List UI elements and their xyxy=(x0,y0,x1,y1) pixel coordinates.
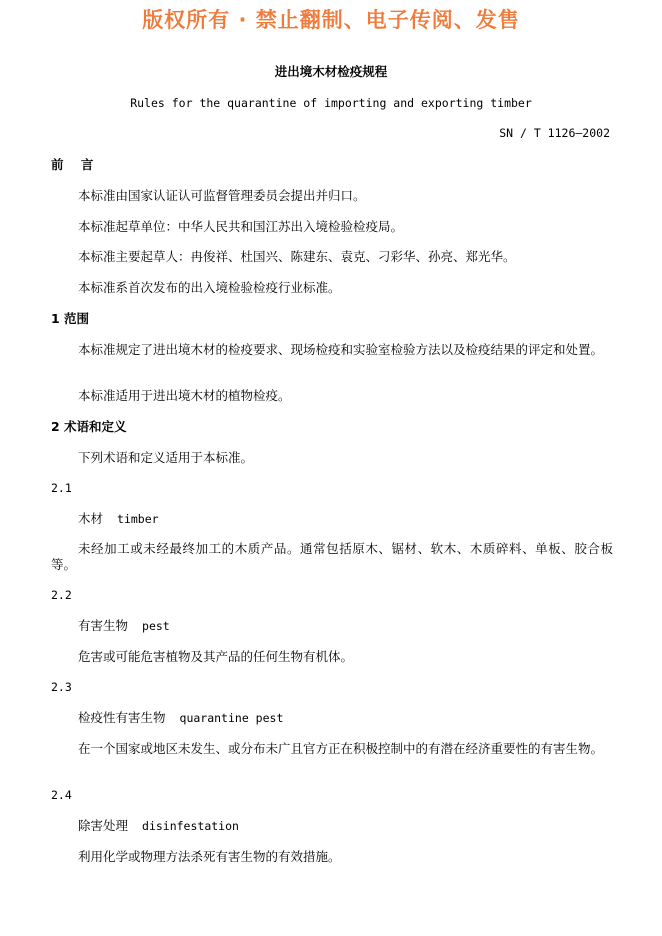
section-heading-scope: 1 范围 xyxy=(51,311,90,326)
term-zh: 木材 xyxy=(78,511,104,526)
term-title xyxy=(78,818,239,834)
term-en: disinfestation xyxy=(142,819,239,833)
term-number: 2.4 xyxy=(51,788,72,802)
standard-number: SN / T 1126—2002 xyxy=(499,126,610,140)
term-zh: 除害处理 xyxy=(78,818,129,833)
document-title: 进出境木材检疫规程 xyxy=(274,64,388,79)
term-definition: 未经加工或未经最终加工的木质产品。通常包括原木、锯材、软木、木质碎料、单板、胶合板等。 xyxy=(51,541,613,572)
term-title xyxy=(78,618,170,634)
term-zh: 检疫性有害生物 xyxy=(78,710,166,725)
term-title xyxy=(78,511,159,527)
term-en: pest xyxy=(142,619,170,633)
section-heading-terms: 2 术语和定义 xyxy=(51,419,127,434)
terms-intro: 下列术语和定义适用于本标准。 xyxy=(78,450,254,465)
foreword-paragraph: 本标准由国家认证认可监督管理委员会提出并归口。 xyxy=(78,188,366,203)
term-number: 2.2 xyxy=(51,588,72,602)
scope-paragraph: 本标准规定了进出境木材的检疫要求、现场检疫和实验室检验方法以及检疫结果的评定和处置。 xyxy=(78,342,604,357)
term-zh: 有害生物 xyxy=(78,618,129,633)
term-en: quarantine pest xyxy=(179,711,284,725)
term-title xyxy=(78,710,283,726)
document-subtitle: Rules for the quarantine of importing and exporting timber xyxy=(130,96,532,110)
term-number: 2.3 xyxy=(51,680,72,694)
term-definition: 利用化学或物理方法杀死有害生物的有效措施。 xyxy=(78,849,341,864)
term-en: timber xyxy=(117,512,159,526)
foreword-paragraph: 本标准系首次发布的出入境检验检疫行业标准。 xyxy=(78,280,341,295)
foreword-paragraph: 本标准起草单位：中华人民共和国江苏出入境检验检疫局。 xyxy=(78,219,404,234)
copyright-banner: 版权所有 · 禁止翻制、电子传阅、发售 xyxy=(142,8,520,32)
foreword-heading: 前 言 xyxy=(51,157,94,172)
term-definition: 在一个国家或地区未发生、或分布未广且官方正在积极控制中的有潜在经济重要性的有害生物。 xyxy=(78,741,604,756)
term-definition: 危害或可能危害植物及其产品的任何生物有机体。 xyxy=(78,649,354,664)
scope-paragraph: 本标准适用于进出境木材的植物检疫。 xyxy=(78,388,291,403)
term-number: 2.1 xyxy=(51,481,72,495)
foreword-paragraph: 本标准主要起草人：冉俊祥、杜国兴、陈建东、袁克、刁彩华、孙亮、郑光华。 xyxy=(78,249,516,264)
